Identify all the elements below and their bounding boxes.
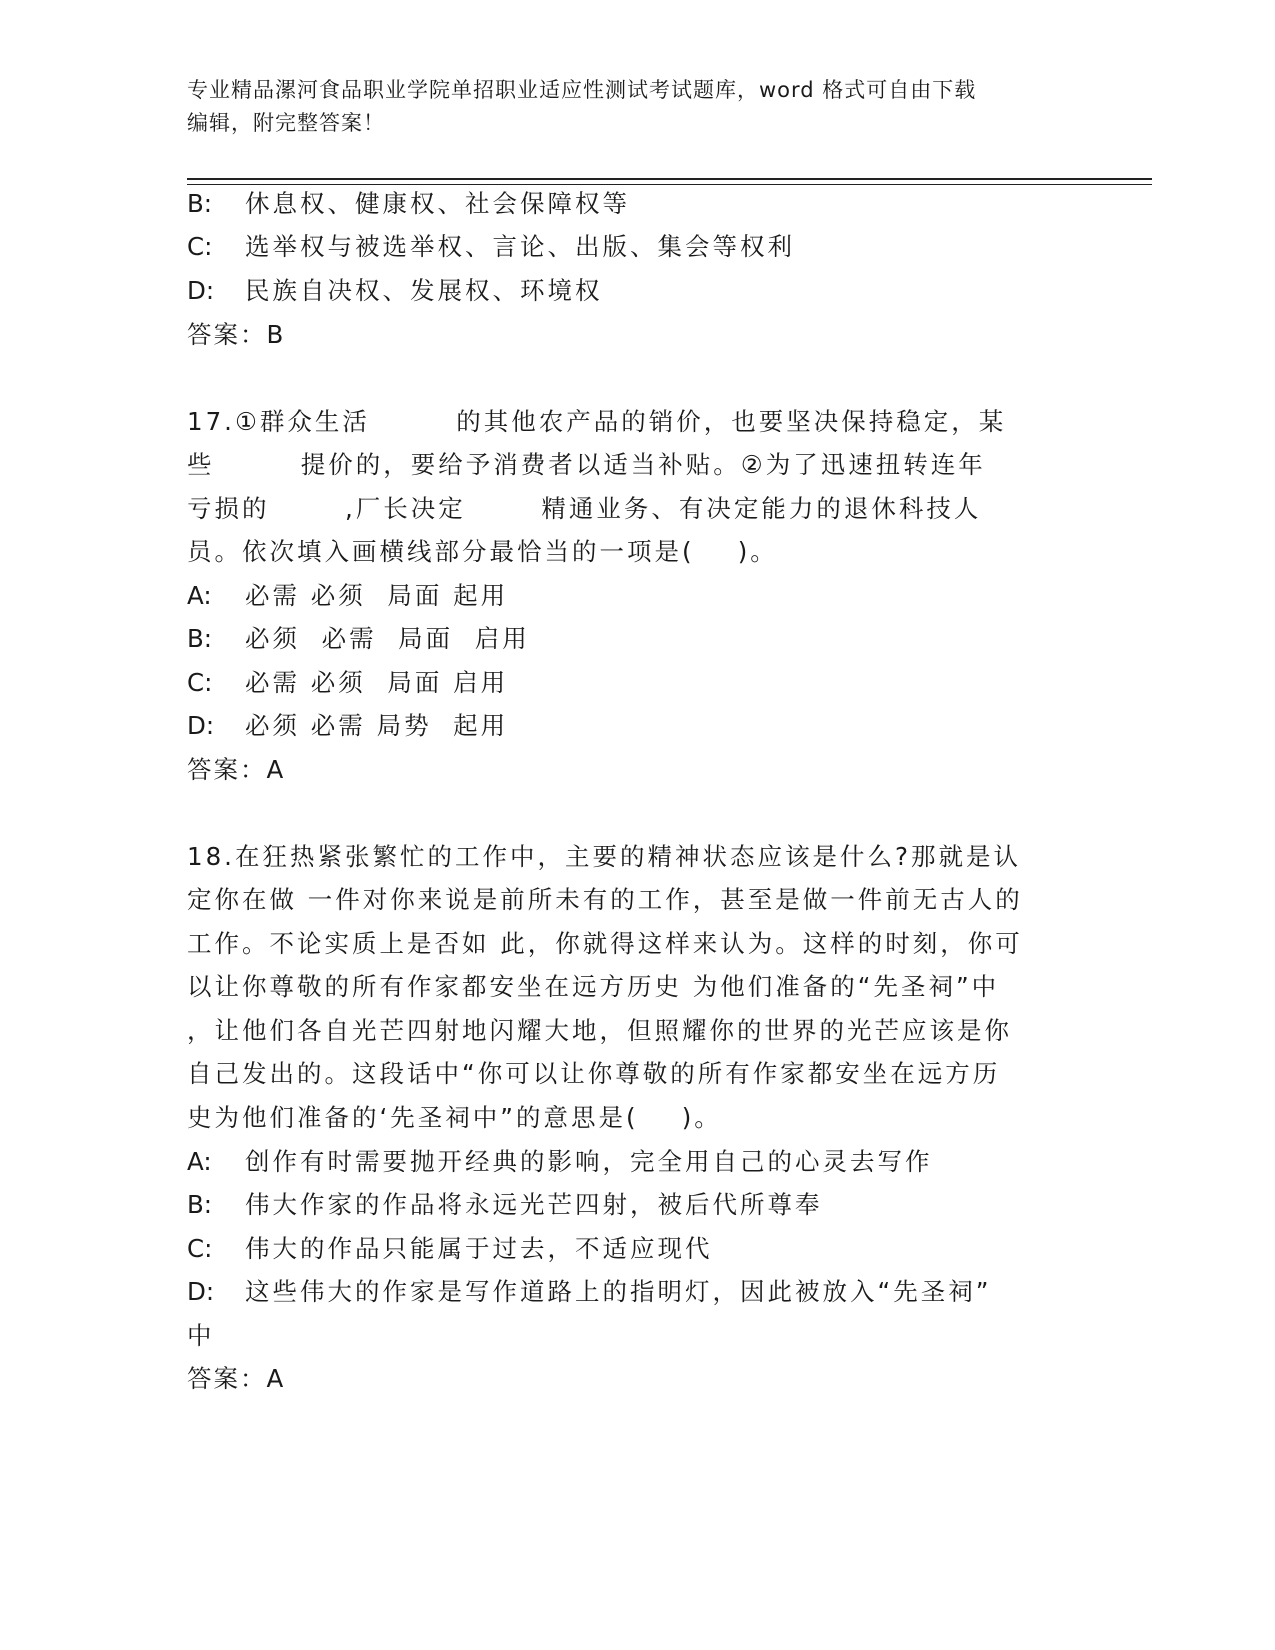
- q17-option-c: C: 必需 必须 局面 启用: [187, 668, 509, 697]
- header-divider-thick: [187, 178, 1152, 180]
- q18-option-a: A: 创作有时需要抛开经典的影响，完全用自己的心灵去写作: [187, 1147, 933, 1176]
- document-header: [187, 74, 1067, 140]
- q18-stem-line-6: 自己发出的。这段话中“你可以让你尊敬的所有作家都安坐在远方历: [187, 1059, 1001, 1088]
- q17-stem-line-1: 17.①群众生活 的其他农产品的销价，也要坚决保持稳定，某: [187, 407, 1007, 436]
- q17-option-a: A: 必需 必须 局面 起用: [187, 581, 509, 610]
- q18-stem-line-7: 史为他们准备的‘先圣祠中”的意思是( )。: [187, 1103, 722, 1132]
- q18-stem-line-1: 18.在狂热紧张繁忙的工作中，主要的精神状态应该是什么?那就是认: [187, 842, 1021, 871]
- q18-stem-line-2: 定你在做 一件对你来说是前所未有的工作，甚至是做一件前无古人的: [187, 885, 1023, 914]
- q17-option-d: D: 必须 必需 局势 起用: [187, 711, 509, 740]
- q18-option-d-wrap: 中: [187, 1321, 215, 1350]
- q17-stem-line-2: 些 提价的，要给予消费者以适当补贴。②为了迅速扭转连年: [187, 450, 986, 479]
- q18-option-d: D: 这些伟大的作家是写作道路上的指明灯，因此被放入“先圣祠”: [187, 1277, 992, 1306]
- q16-answer: 答案：B: [187, 320, 286, 349]
- q17-stem-line-3: 亏损的 ,厂长决定 精通业务、有决定能力的退休科技人: [187, 494, 982, 523]
- q18-stem-line-4: 以让你尊敬的所有作家都安坐在远方历史 为他们准备的“先圣祠”中: [187, 972, 1000, 1001]
- q17-stem-line-4: 员。依次填入画横线部分最恰当的一项是( )。: [187, 537, 778, 566]
- header-line-1: 专业精品漯河食品职业学院单招职业适应性测试考试题库，word 格式可自由下载: [187, 78, 977, 102]
- q18-stem-line-3: 工作。不论实质上是否如 此，你就得这样来认为。这样的时刻，你可: [187, 929, 1023, 958]
- header-divider-thin: [187, 184, 1152, 185]
- q16-option-b: B: 休息权、健康权、社会保障权等: [187, 189, 630, 218]
- q17-answer: 答案：A: [187, 755, 286, 784]
- q16-option-c: C: 选举权与被选举权、言论、出版、集会等权利: [187, 232, 795, 261]
- q18-answer: 答案：A: [187, 1364, 286, 1393]
- q18-option-b: B: 伟大作家的作品将永远光芒四射，被后代所尊奉: [187, 1190, 823, 1219]
- q18-option-c: C: 伟大的作品只能属于过去，不适应现代: [187, 1234, 713, 1263]
- q18-stem-line-5: ，让他们各自光芒四射地闪耀大地，但照耀你的世界的光芒应该是你: [187, 1016, 1012, 1045]
- q16-option-d: D: 民族自决权、发展权、环境权: [187, 276, 603, 305]
- header-line-2: 编辑，附完整答案！: [187, 111, 385, 135]
- q17-option-b: B: 必须 必需 局面 启用: [187, 624, 530, 653]
